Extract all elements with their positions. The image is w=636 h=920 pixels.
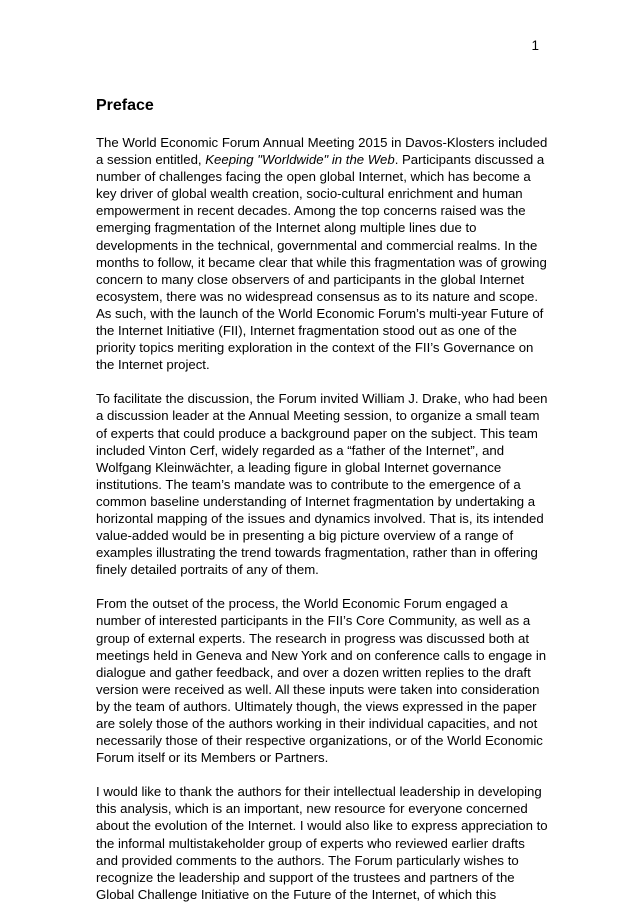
paragraph-4: I would like to thank the authors for their intellectual leadership in developing this analysis, which is an important, new resource for everyone concerned about the evolution of the Internet. I would also like to express appreciation to the informal multistakeholder group of experts who reviewed earlier drafts and provided comments to the authors. The Forum particularly wishes to recognize the leadership and support of the trustees and partners of the Global Challenge Initiative on the Future of the Internet, of which this — [96, 784, 548, 902]
section-heading: Preface — [96, 97, 154, 114]
page-number: 1 — [531, 38, 539, 53]
paragraph-1 — [96, 134, 548, 373]
paragraph-1-text-end: . Participants discussed a number of challenges facing the open global Internet, which has become a key driver of global wealth creation, socio-cultural enrichment and human empowerment in recent decades. Among the top concerns raised was the emerging fragmentation of the Internet along multiple lines due to developments in the technical, governmental and commercial realms. In the months to follow, it became clear that while this fragmentation was of growing concern to many close observers of and participants in the global Internet ecosystem, there was no widespread consensus as to its nature and scope. As such, with the launch of the World Economic Forum’s multi-year Future of the Internet Initiative (FII), Internet fragmentation stood out as one of the priority topics meriting exploration in the context of the FII’s Governance on the Internet project. — [96, 152, 547, 373]
paragraph-1-text-start: The World Economic Forum Annual Meeting 2015 in Davos-Klosters included a session entitled, — [96, 135, 548, 168]
session-title: Keeping "Worldwide" in the Web — [205, 152, 395, 168]
paragraph-2: To facilitate the discussion, the Forum invited William J. Drake, who had been a discussion leader at the Annual Meeting session, to organize a small team of experts that could produce a background paper on the subject. This team included Vinton Cerf, widely regarded as a “father of the Internet”, and Wolfgang Kleinwächter, a leading figure in global Internet governance institutions. The team’s mandate was to contribute to the emergence of a common baseline understanding of Internet fragmentation by undertaking a horizontal mapping of the issues and dynamics involved. That is, its intended value-added would be in presenting a big picture overview of a range of examples illustrating the trend towards fragmentation, rather than in offering finely detailed portraits of any of them. — [96, 391, 548, 578]
paragraph-3: From the outset of the process, the World Economic Forum engaged a number of interested participants in the FII’s Core Community, as well as a group of external experts. The research in progress was discussed both at meetings held in Geneva and New York and on conference calls to engage in dialogue and gather feedback, and over a dozen written replies to the draft version were received as well. All these inputs were taken into consideration by the team of authors. Ultimately though, the views expressed in the paper are solely those of the authors working in their individual capacities, and not necessarily those of their respective organizations, or of the World Economic Forum itself or its Members or Partners. — [96, 596, 547, 766]
document-body — [96, 96, 548, 920]
